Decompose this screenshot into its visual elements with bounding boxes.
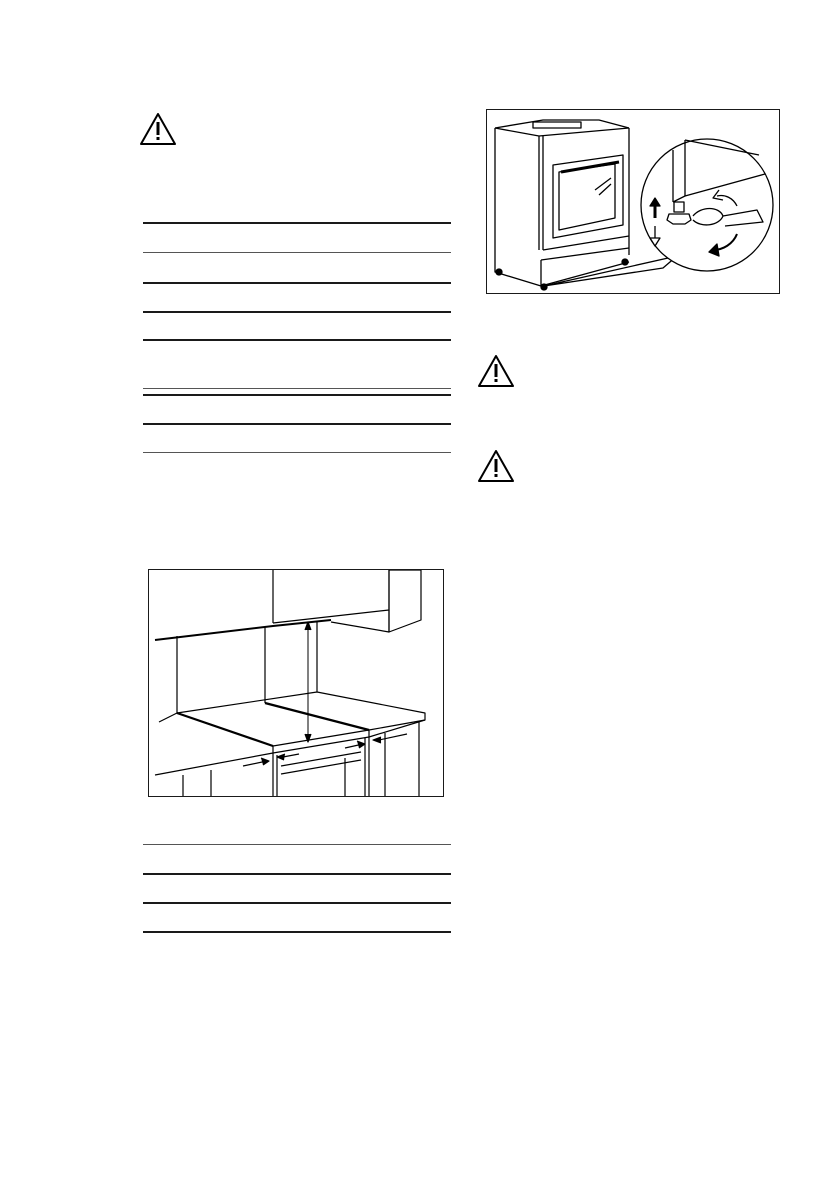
oven-leveling-illustration: [486, 109, 780, 294]
table-rule: [143, 452, 451, 453]
table-row: [143, 904, 451, 932]
table-rule: [143, 388, 451, 389]
table-row: [143, 396, 451, 422]
table-row: [143, 284, 451, 310]
warning-icon: [477, 354, 515, 393]
table-row: [143, 875, 451, 903]
table-row: [143, 253, 451, 281]
clearance-table: [143, 844, 451, 936]
table-row: [143, 845, 451, 873]
table-row: [143, 425, 451, 451]
dimensions-table: [143, 222, 451, 457]
table-row: [143, 224, 451, 252]
table-rule: [143, 931, 451, 933]
table-row: [143, 341, 451, 387]
cabinet-clearance-illustration: [148, 569, 444, 797]
warning-icon: [139, 112, 177, 151]
table-row: [143, 313, 451, 339]
warning-icon: [477, 449, 515, 488]
